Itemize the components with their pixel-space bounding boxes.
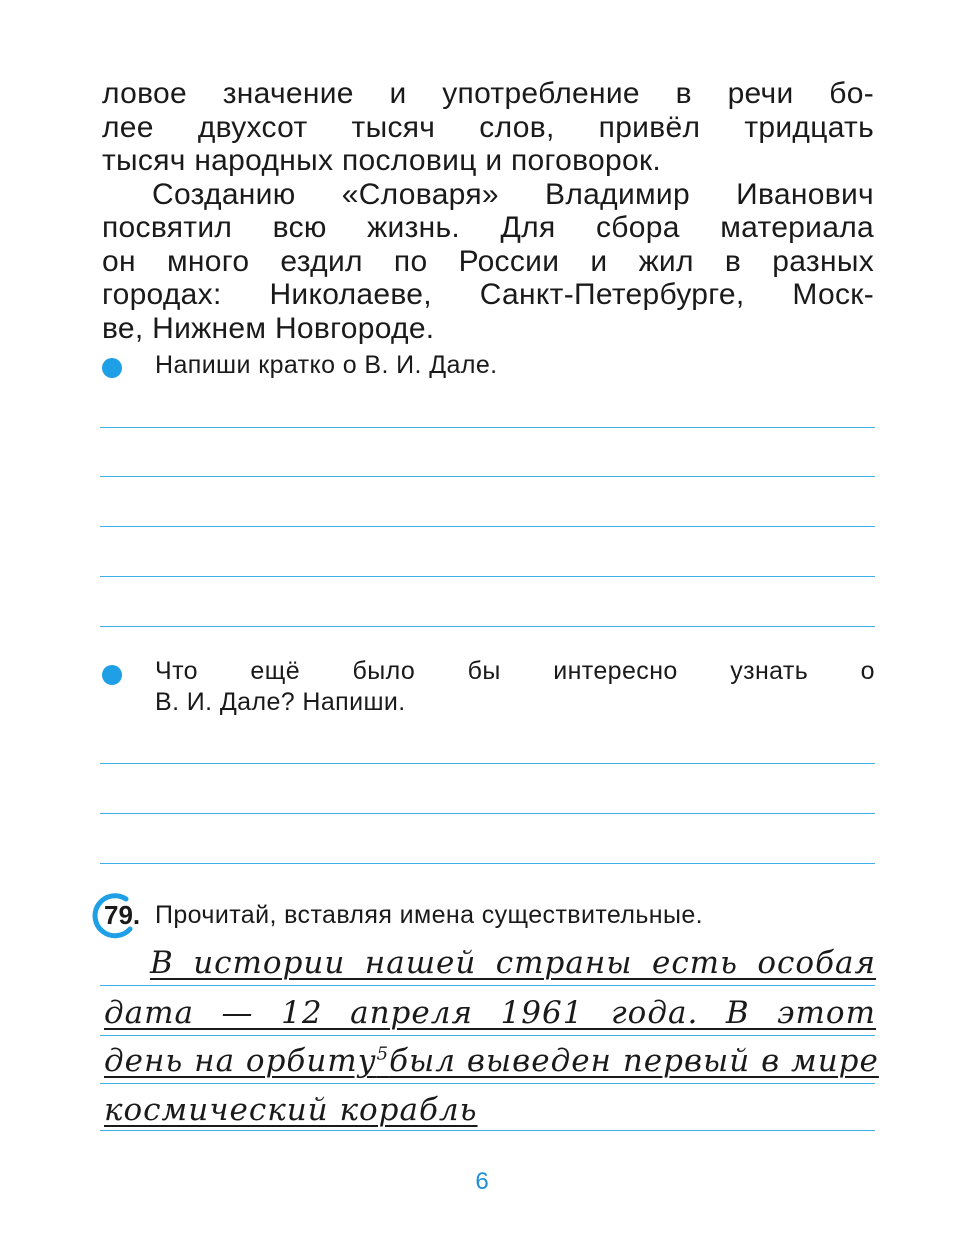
text-line: ловое значение и употребление в речи бо-	[102, 77, 874, 110]
text-line: Созданию «Словаря» Владимир Иванович	[152, 177, 874, 211]
exercise-instruction: Прочитай, вставляя имена существительные.	[155, 901, 704, 929]
handwritten-line: космический корабль	[104, 1092, 478, 1128]
handwritten-line: В истории нашей страны есть особая	[150, 945, 876, 981]
handwritten-line-3	[104, 1043, 879, 1079]
text-line: ве, Нижнем Новгороде.	[102, 311, 435, 345]
handwritten-text: был выведен первый в мире	[389, 1043, 879, 1079]
text-line: посвятил всю жизнь. Для сбора материала	[102, 211, 874, 244]
text-line: городах: Николаеве, Санкт-Петербурге, Моск-	[102, 278, 874, 311]
handwritten-line: дата — 12 апреля 1961 года. В этот	[104, 995, 876, 1031]
writing-line	[100, 1130, 875, 1131]
text-line: тысяч народных пословиц и поговорок.	[102, 144, 662, 177]
text-line: он много ездил по России и жил в разных	[102, 244, 874, 278]
writing-line	[100, 1083, 875, 1084]
writing-line[interactable]	[100, 576, 875, 577]
page-number: 6	[475, 1168, 489, 1195]
task-bullet-icon	[102, 665, 122, 685]
writing-line[interactable]	[100, 626, 875, 627]
footnote-mark: 5	[376, 1043, 390, 1065]
writing-line[interactable]	[100, 427, 875, 428]
task-instruction: Напиши кратко о В. И. Дале.	[155, 351, 498, 379]
writing-line	[100, 1035, 875, 1036]
writing-line[interactable]	[100, 763, 875, 764]
writing-line[interactable]	[100, 863, 875, 864]
exercise-number: 79.	[104, 900, 141, 930]
writing-line[interactable]	[100, 526, 875, 527]
writing-line[interactable]	[100, 813, 875, 814]
text-line: лее двухсот тысяч слов, привёл тридцать	[102, 110, 874, 144]
handwritten-text: день на орбиту	[104, 1043, 377, 1079]
writing-line[interactable]	[100, 476, 875, 477]
task-instruction: Что ещё было бы интересно узнать о	[155, 657, 875, 685]
task-bullet-icon	[102, 358, 122, 378]
task-instruction: В. И. Дале? Напиши.	[155, 688, 406, 716]
writing-line	[100, 985, 875, 986]
